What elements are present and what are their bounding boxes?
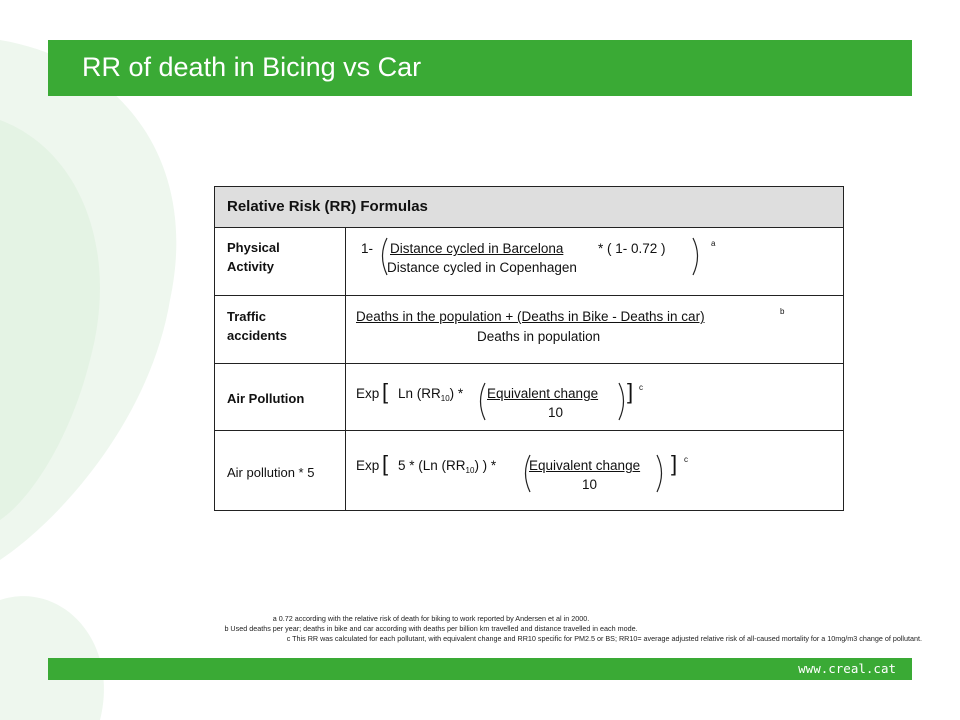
ap-tail: ) * bbox=[449, 386, 464, 401]
ap5-numerator: Equivalent change bbox=[529, 458, 641, 473]
pa-prefix: 1- bbox=[361, 241, 374, 256]
table-header bbox=[215, 187, 843, 228]
ta-numerator: Deaths in the population + (Deaths in Bike - Deaths in car) bbox=[356, 309, 705, 324]
page-title: RR of death in Bicing vs Car bbox=[82, 52, 422, 82]
row-label-traffic-accidents: Traffic accidents bbox=[227, 309, 287, 343]
ap-subscript: 10 bbox=[440, 394, 450, 403]
ap5-close-bracket: ] bbox=[671, 451, 678, 476]
ap-ln-term bbox=[398, 385, 463, 407]
ap5-open-bracket: [ bbox=[382, 451, 389, 476]
ap5-denominator: 10 bbox=[582, 477, 598, 492]
footnotes bbox=[60, 614, 922, 644]
row-divider bbox=[215, 295, 843, 296]
footnote-marker-c: c bbox=[639, 383, 643, 392]
footnote-marker-c: c bbox=[684, 455, 688, 464]
row-label-physical-activity: Physical Activity bbox=[227, 240, 280, 274]
ap5-lead: 5 * (Ln (RR bbox=[398, 458, 466, 473]
footnote-a: a 0.72 according with the relative risk of death for biking to work reported by Andersen et al in 2000. bbox=[272, 614, 590, 623]
footnote-marker-a: a bbox=[711, 239, 716, 248]
footnote-marker-b: b bbox=[780, 307, 785, 316]
footnote-b: b Used deaths per year; deaths in bike and car according with deaths per billion km travelled and distance travelled in each mode. bbox=[224, 624, 638, 633]
ta-denominator: Deaths in population bbox=[477, 329, 601, 344]
ap5-ln-term bbox=[398, 457, 496, 479]
pa-numerator: Distance cycled in Barcelona bbox=[390, 241, 564, 256]
ap5-subscript: 10 bbox=[465, 466, 475, 475]
rr-formulas-table bbox=[214, 186, 844, 511]
pa-denominator: Distance cycled in Copenhagen bbox=[387, 260, 577, 275]
pa-multiplier: * ( 1- 0.72 ) bbox=[598, 241, 666, 256]
row-divider bbox=[215, 430, 843, 431]
row-divider bbox=[215, 363, 843, 364]
footnote-c: c This RR was calculated for each pollutant, with equivalent change and RR10 specific for PM2.5 or BS; RR10= average adjusted relative risk of all-caused mortality for a 10mg/m3 change of pollutant. bbox=[286, 634, 922, 643]
right-paren-shape bbox=[691, 237, 703, 277]
title-bar bbox=[48, 40, 912, 96]
table-heading: Relative Risk (RR) Formulas bbox=[227, 198, 428, 215]
ap-close-bracket: ] bbox=[627, 379, 634, 404]
ap-exp: Exp bbox=[356, 386, 380, 401]
right-paren-shape bbox=[655, 454, 667, 494]
ap-denominator: 10 bbox=[548, 405, 564, 420]
footer-website-link[interactable]: www.creal.cat bbox=[798, 661, 896, 676]
footer-bar bbox=[48, 658, 912, 680]
ap-open-bracket: [ bbox=[382, 379, 389, 404]
ap5-exp: Exp bbox=[356, 458, 380, 473]
ap-numerator: Equivalent change bbox=[487, 386, 599, 401]
ap5-tail: ) ) * bbox=[474, 458, 497, 473]
column-divider bbox=[345, 227, 346, 511]
ap-lead: Ln (RR bbox=[398, 386, 441, 401]
row-label-air-pollution: Air Pollution bbox=[227, 391, 305, 406]
row-label-air-pollution-x5: Air pollution * 5 bbox=[227, 465, 315, 480]
left-paren-shape bbox=[475, 382, 487, 422]
